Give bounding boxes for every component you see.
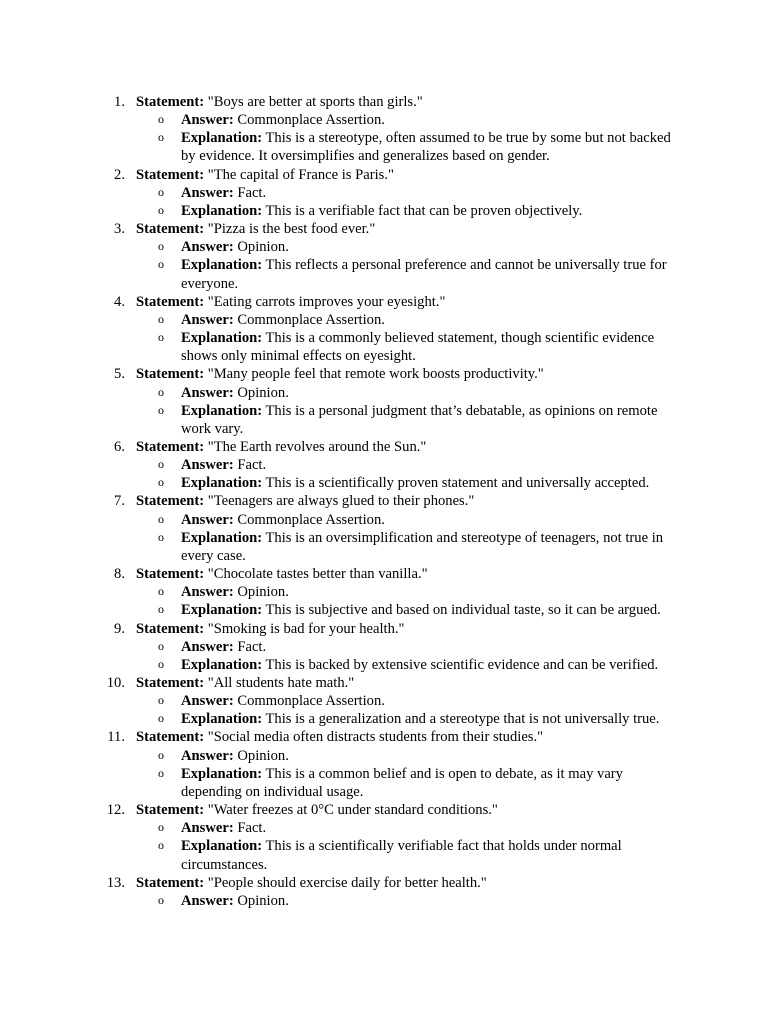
list-item [0,874,768,910]
answer-line [0,456,677,474]
answer-label: Answer: [181,892,234,909]
item-number: 4. [114,293,125,310]
statement-label: Statement: [136,166,205,183]
answer-line [0,638,677,656]
answer-label: Answer: [181,638,234,655]
explanation-label: Explanation: [181,602,263,619]
statement-line [0,365,676,383]
explanation-line [0,710,677,728]
answer-text: Opinion. [237,239,289,256]
explanation-line [0,329,677,365]
explanation-text: This is a verifiable fact that can be proven objectively. [265,202,583,219]
bullet-icon: o [158,529,164,544]
item-number: 1. [114,94,125,110]
bullet-icon: o [158,711,164,726]
explanation-label: Explanation: [181,202,263,219]
answer-label: Answer: [181,112,234,129]
statement-list [0,93,768,910]
statement-label: Statement: [136,94,205,110]
statement-text: "Boys are better at sports than girls." [207,94,423,110]
answer-line [0,583,677,601]
answer-text: Opinion. [237,384,289,401]
bullet-icon: o [158,402,164,417]
answer-label: Answer: [181,511,234,528]
statement-text: "Smoking is bad for your health." [207,620,405,637]
statement-label: Statement: [136,293,205,310]
statement-line [0,93,676,111]
answer-text: Commonplace Assertion. [237,693,385,710]
answer-label: Answer: [181,747,234,764]
answer-text: Fact. [237,184,267,201]
explanation-text: This is an oversimplification and stereotype of teenagers, not true in every case. [181,529,664,564]
list-item [0,674,768,728]
answer-line [0,238,677,256]
explanation-label: Explanation: [181,838,263,855]
answer-text: Commonplace Assertion. [237,511,385,528]
list-item [0,492,768,565]
item-number: 8. [114,566,125,583]
item-number: 12. [106,802,125,819]
bullet-icon: o [158,584,164,599]
statement-text: "Water freezes at 0°C under standard conditions." [207,802,498,819]
answer-line [0,511,677,529]
explanation-label: Explanation: [181,130,263,147]
bullet-icon: o [158,820,164,835]
statement-line [0,166,676,184]
list-item [0,166,768,220]
explanation-text: This is a generalization and a stereotype that is not universally true. [265,711,660,728]
statement-line [0,220,676,238]
explanation-line [0,601,677,619]
list-item [0,801,768,874]
explanation-text: This is subjective and based on individual taste, so it can be argued. [265,602,661,619]
statement-line [0,293,676,311]
answer-label: Answer: [181,584,234,601]
answer-text: Commonplace Assertion. [237,311,385,328]
statement-label: Statement: [136,802,205,819]
answer-line [0,819,677,837]
bullet-icon: o [158,184,164,199]
bullet-icon: o [158,239,164,254]
item-number: 2. [114,166,125,183]
explanation-text: This is a scientifically proven statement and universally accepted. [265,475,650,492]
explanation-line [0,656,677,674]
bullet-icon: o [158,747,164,762]
bullet-icon: o [158,130,164,145]
bullet-icon: o [158,457,164,472]
explanation-line [0,474,677,492]
statement-line [0,565,676,583]
explanation-line [0,129,677,165]
explanation-label: Explanation: [181,475,263,492]
statement-line [0,801,676,819]
answer-text: Fact. [237,820,267,837]
statement-line [0,620,676,638]
statement-text: "Eating carrots improves your eyesight." [207,293,446,310]
answer-label: Answer: [181,457,234,474]
bullet-icon: o [158,838,164,853]
bullet-icon: o [158,638,164,653]
document-page [0,93,768,910]
explanation-text: This is a stereotype, often assumed to be true by some but not backed by evidence. It oversimplifies and generalizes based on gender. [181,130,671,165]
answer-line [0,111,677,129]
list-item [0,293,768,366]
answer-text: Opinion. [237,892,289,909]
explanation-label: Explanation: [181,765,263,782]
list-item [0,220,768,293]
statement-label: Statement: [136,366,205,383]
bullet-icon: o [158,257,164,272]
explanation-text: This is a commonly believed statement, though scientific evidence shows only minimal effects on eyesight. [181,330,655,365]
bullet-icon: o [158,656,164,671]
answer-label: Answer: [181,311,234,328]
answer-line [0,747,677,765]
explanation-label: Explanation: [181,330,263,347]
bullet-icon: o [158,892,164,907]
statement-line [0,874,676,892]
answer-label: Answer: [181,184,234,201]
item-number: 10. [106,675,125,691]
item-number: 9. [114,620,125,637]
explanation-text: This is a personal judgment that’s debatable, as opinions on remote work vary. [181,402,658,437]
answer-text: Commonplace Assertion. [237,112,385,129]
answer-text: Fact. [237,638,267,655]
statement-line [0,492,676,510]
bullet-icon: o [158,384,164,399]
bullet-icon: o [158,311,164,326]
explanation-line [0,256,677,292]
statement-line [0,438,676,456]
statement-text: "Pizza is the best food ever." [207,221,376,238]
explanation-line [0,529,677,565]
explanation-text: This is a scientifically verifiable fact that holds under normal circumstances. [181,838,622,873]
answer-label: Answer: [181,820,234,837]
statement-label: Statement: [136,675,205,691]
statement-label: Statement: [136,729,205,746]
explanation-line [0,837,677,873]
item-number: 5. [114,366,125,383]
list-item [0,620,768,674]
statement-text: "Social media often distracts students from their studies." [207,729,544,746]
list-item [0,365,768,438]
answer-label: Answer: [181,384,234,401]
answer-text: Opinion. [237,747,289,764]
answer-line [0,311,677,329]
list-item [0,728,768,801]
answer-label: Answer: [181,239,234,256]
bullet-icon: o [158,693,164,708]
statement-text: "Chocolate tastes better than vanilla." [207,566,428,583]
list-item [0,93,768,166]
explanation-line [0,402,677,438]
explanation-label: Explanation: [181,529,263,546]
answer-line [0,184,677,202]
explanation-label: Explanation: [181,656,263,673]
statement-line [0,674,676,692]
item-number: 3. [114,221,125,238]
bullet-icon: o [158,765,164,780]
explanation-label: Explanation: [181,402,263,419]
explanation-label: Explanation: [181,257,263,274]
answer-label: Answer: [181,693,234,710]
bullet-icon: o [158,511,164,526]
statement-text: "The capital of France is Paris." [207,166,394,183]
explanation-line [0,202,677,220]
explanation-text: This reflects a personal preference and cannot be universally true for everyone. [181,257,667,292]
bullet-icon: o [158,475,164,490]
statement-line [0,728,676,746]
statement-label: Statement: [136,221,205,238]
statement-label: Statement: [136,566,205,583]
statement-label: Statement: [136,874,205,891]
list-item [0,438,768,492]
answer-line [0,692,677,710]
explanation-line [0,765,677,801]
answer-line [0,892,677,910]
statement-text: "The Earth revolves around the Sun." [207,438,427,455]
item-number: 7. [114,493,125,510]
statement-label: Statement: [136,620,205,637]
answer-line [0,384,677,402]
explanation-text: This is backed by extensive scientific evidence and can be verified. [265,656,659,673]
answer-text: Opinion. [237,584,289,601]
list-item [0,565,768,619]
statement-label: Statement: [136,438,205,455]
item-number: 6. [114,438,125,455]
item-number: 13. [106,874,125,891]
statement-text: "All students hate math." [207,675,355,691]
explanation-text: This is a common belief and is open to debate, as it may vary depending on individual usage. [181,765,623,800]
statement-label: Statement: [136,493,205,510]
item-number: 11. [107,729,125,746]
statement-text: "Many people feel that remote work boosts productivity." [207,366,544,383]
bullet-icon: o [158,202,164,217]
explanation-label: Explanation: [181,711,263,728]
bullet-icon: o [158,330,164,345]
statement-text: "Teenagers are always glued to their phones." [207,493,475,510]
answer-text: Fact. [237,457,267,474]
bullet-icon: o [158,112,164,127]
bullet-icon: o [158,602,164,617]
statement-text: "People should exercise daily for better health." [207,874,487,891]
